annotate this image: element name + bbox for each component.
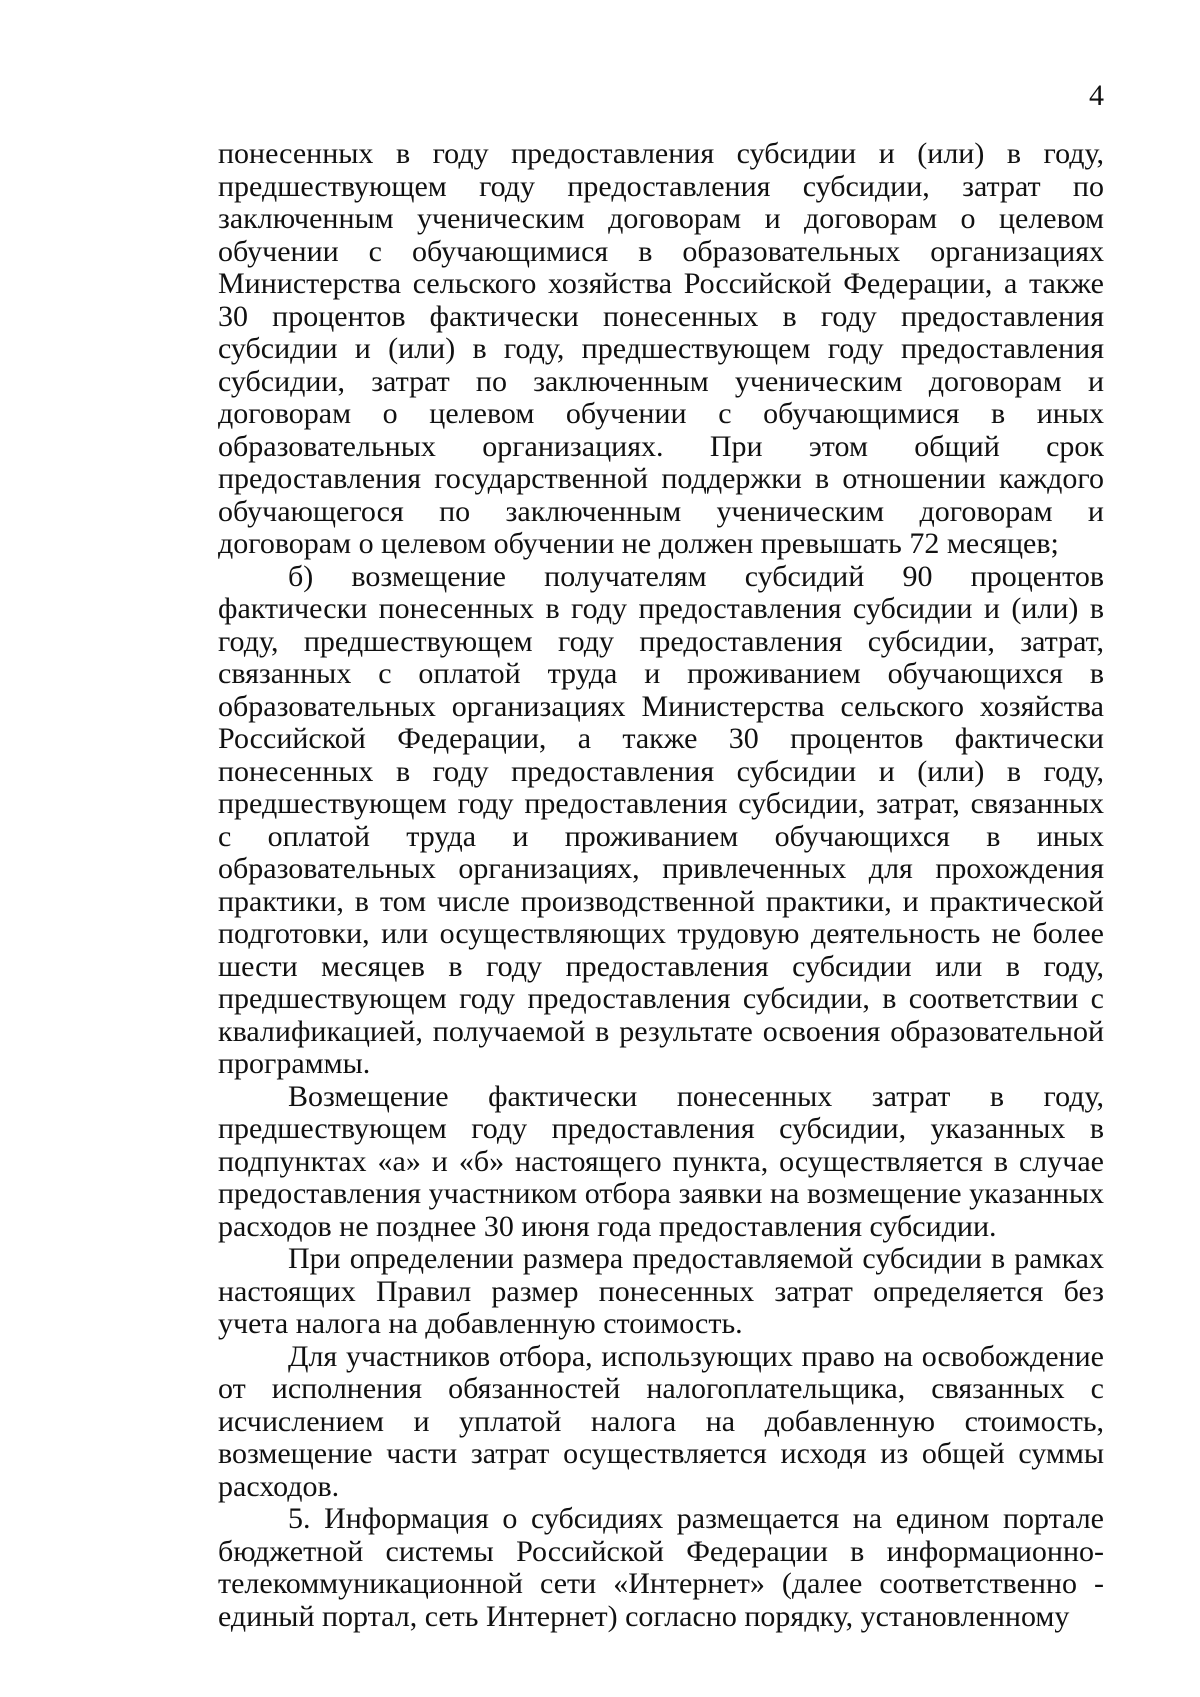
paragraph-vat-exemption: Для участников отбора, использующих право на освобождение от исполнения обязанностей налогоплательщика, связанных с исчислением и уплатой налога на добавленную стоимость, возмещение части затрат осуществляется исходя из общей суммы расходов. (218, 1339, 1104, 1503)
paragraph-reimbursement: Возмещение фактически понесенных затрат в году, предшествующем году предоставления субсидии, указанных в подпунктах «а» и «б» настоящего пункта, осуществляется в случае предоставления участником отбора заявки на возмещение указанных расходов не позднее 30 июня года предоставления субсидии. (218, 1079, 1104, 1243)
paragraph-item-5: 5. Информация о субсидиях размещается на едином портале бюджетной системы Российской Федерации в информационно-телекоммуникационной сети «Интернет» (далее соответственно - единый портал, сеть Интернет) согласно порядку, установленному (218, 1502, 1104, 1633)
paragraph-subitem-b: б) возмещение получателям субсидий 90 процентов фактически понесенных в году предоставления субсидии и (или) в году, предшествующем году предоставления субсидии, затрат, связанных с оплатой труда и проживанием обучающихся в образовательных организациях Министерства сельского хозяйства Российской Федерации, а также 30 процентов фактически понесенных в году предоставления субсидии и (или) в году, предшествующем году предоставления субсидии, затрат, связанных с оплатой труда и проживанием обучающихся в иных образовательных организациях, привлеченных для прохождения практики, в том числе производственной практики, и практической подготовки, или осуществляющих трудовую деятельность не более шести месяцев в году предоставления субсидии или в году, предшествующем году предоставления субсидии, в соответствии с квалификацией, получаемой в результате освоения образовательной программы. (218, 559, 1104, 1080)
paragraph-subsidy-size: При определении размера предоставляемой субсидии в рамках настоящих Правил размер понесенных затрат определяется без учета налога на добавленную стоимость. (218, 1242, 1104, 1340)
page-number: 4 (1089, 79, 1104, 112)
paragraph-continuation: понесенных в году предоставления субсидии и (или) в году, предшествующем году предоставления субсидии, затрат по заключенным ученическим договорам и договорам о целевом обучении с обучающимися в образовательных организациях Министерства сельского хозяйства Российской Федерации, а также 30 процентов фактически понесенных в году предоставления субсидии и (или) в году, предшествующем году предоставления субсидии, затрат по заключенным ученическим договорам и договорам о целевом обучении с обучающимися в иных образовательных организациях. При этом общий срок предоставления государственной поддержки в отношении каждого обучающегося по заключенным ученическим договорам и договорам о целевом обучении не должен превышать 72 месяцев; (218, 137, 1104, 560)
document-body (218, 138, 1104, 1633)
